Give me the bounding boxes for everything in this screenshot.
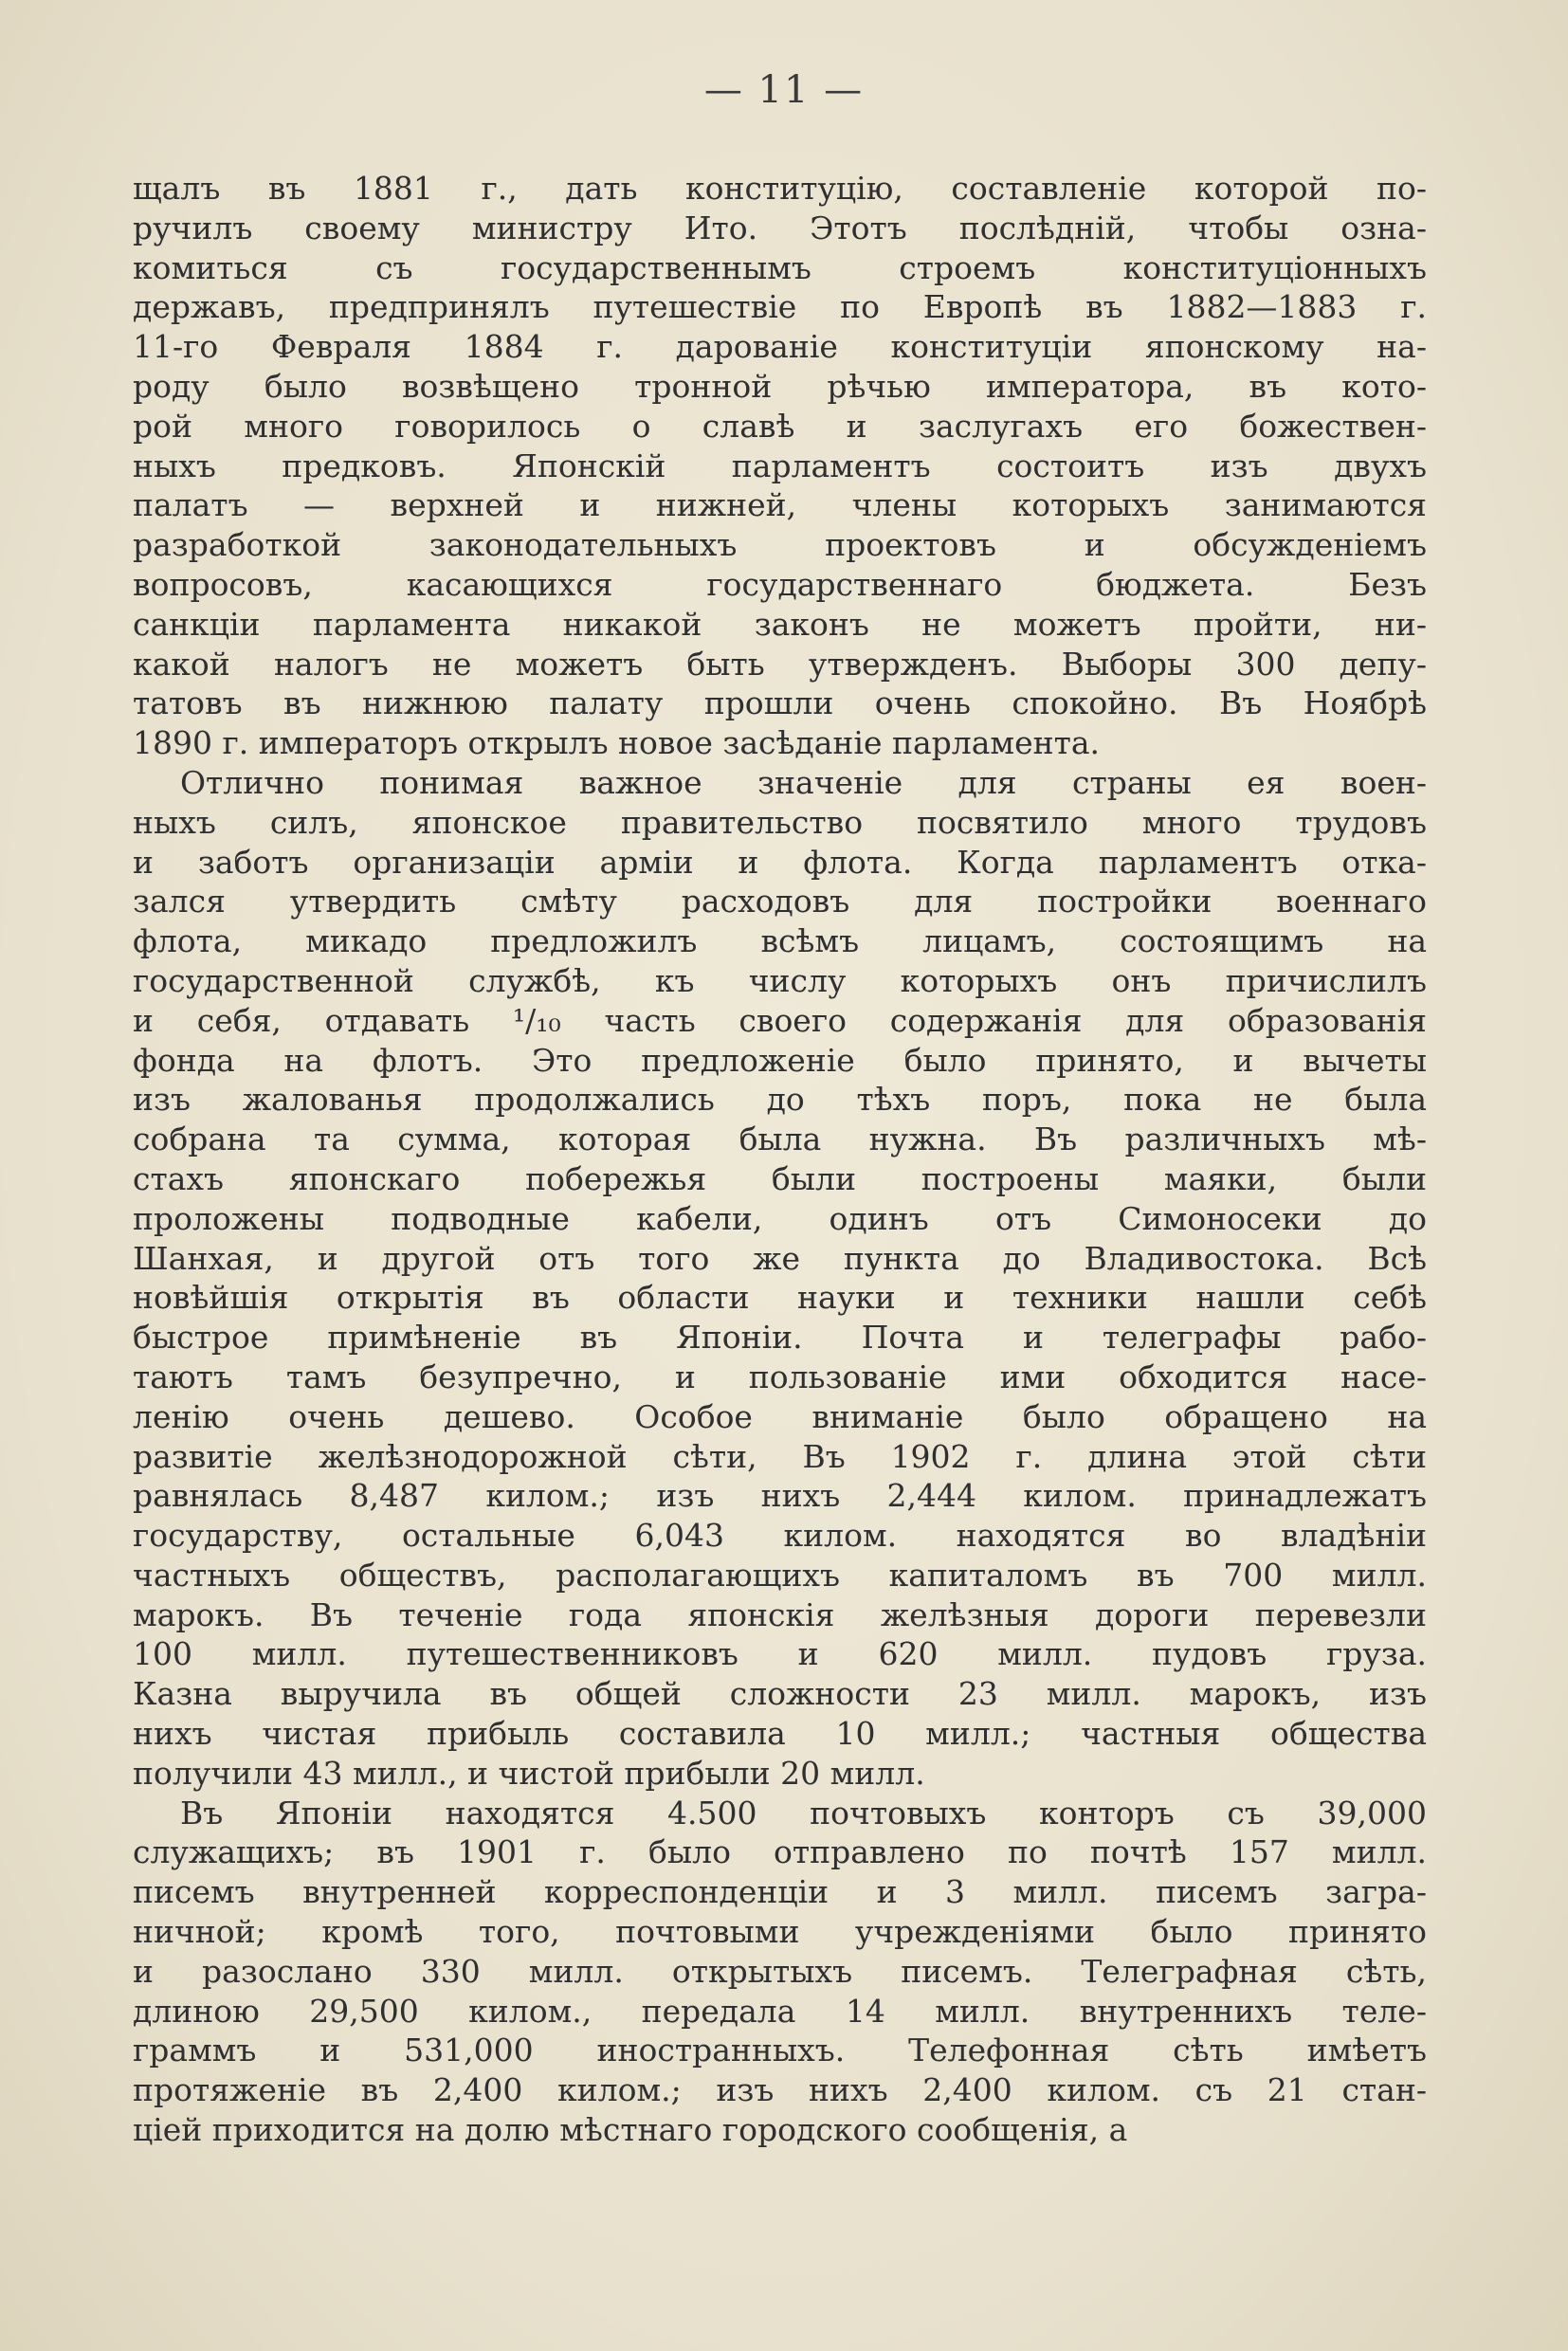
text-line: стахъ японскаго побережья были построены маяки, были [133, 1159, 1427, 1197]
text-line: и разослано 330 милл. открытыхъ писемъ. Телеграфная сѣть, [133, 1952, 1427, 1990]
text-line: фонда на флотъ. Это предложеніе было принято, и вычеты [133, 1041, 1427, 1079]
text-line: Въ Японіи находятся 4.500 почтовыхъ конторъ съ 39,000 [180, 1794, 1427, 1832]
text-line: марокъ. Въ теченіе года японскія желѣзныя дороги перевезли [133, 1595, 1427, 1633]
text-line: новѣйшія открытія въ области науки и техники нашли себѣ [133, 1279, 1427, 1317]
text-line: татовъ въ нижнюю палату прошли очень спокойно. Въ Ноябрѣ [133, 684, 1427, 722]
text-line: Шанхая, и другой отъ того же пункта до Владивостока. Всѣ [133, 1239, 1427, 1277]
text-line: собрана та сумма, которая была нужна. Въ различныхъ мѣ- [133, 1121, 1427, 1158]
text-line: Казна выручила въ общей сложности 23 милл. марокъ, изъ [133, 1675, 1427, 1713]
text-line: 1890 г. императоръ открылъ новое засѣданіе парламента. [133, 724, 1101, 762]
text-line: палатъ — верхней и нижней, члены которыхъ занимаются [133, 486, 1427, 524]
text-line: флота, микадо предложилъ всѣмъ лицамъ, состоящимъ на [133, 922, 1427, 960]
text-line: 100 милл. путешественниковъ и 620 милл. пудовъ груза. [133, 1635, 1427, 1673]
text-line: государству, остальные 6,043 килом. находятся во владѣніи [133, 1517, 1427, 1555]
text-line: ленію очень дешево. Особое вниманіе было обращено на [133, 1397, 1427, 1435]
text-line: ручилъ своему министру Ито. Этотъ послѣдній, чтобы озна- [133, 209, 1427, 246]
text-line: комиться съ государственнымъ строемъ конституціонныхъ [133, 248, 1427, 286]
text-line: вопросовъ, касающихся государственнаго бюджета. Безъ [133, 565, 1427, 603]
body-text [133, 169, 1427, 2150]
page-number: — 11 — [703, 68, 865, 112]
text-line: получили 43 милл., и чистой прибыли 20 милл. [133, 1754, 925, 1792]
text-line: служащихъ; въ 1901 г. было отправлено по почтѣ 157 милл. [133, 1833, 1427, 1871]
text-line: государственной службѣ, къ числу которыхъ онъ причислилъ [133, 961, 1427, 999]
text-line: какой налогъ не можетъ быть утвержденъ. Выборы 300 депу- [133, 645, 1427, 683]
text-line: и себя, отдавать ¹/₁₀ часть своего содержанія для образованія [133, 1001, 1427, 1039]
text-line: ціей приходится на долю мѣстнаго городского сообщенія, а [133, 2111, 1128, 2149]
paragraph [133, 1794, 1427, 2150]
text-line: таютъ тамъ безупречно, и пользованіе ими обходится насе- [133, 1358, 1427, 1395]
text-line: писемъ внутренней корреспонденціи и 3 милл. писемъ загра- [133, 1873, 1427, 1911]
text-line: ничной; кромѣ того, почтовыми учрежденіями было принято [133, 1913, 1427, 1951]
text-line: рой много говорилось о славѣ и заслугахъ его божествен- [133, 407, 1427, 445]
text-line: ныхъ силъ, японское правительство посвятило много трудовъ [133, 803, 1427, 841]
text-line: зался утвердить смѣту расходовъ для постройки военнаго [133, 883, 1427, 920]
text-line: частныхъ обществъ, располагающихъ капиталомъ въ 700 милл. [133, 1556, 1427, 1594]
text-line: протяженіе въ 2,400 килом.; изъ нихъ 2,400 килом. съ 21 стан- [133, 2071, 1427, 2109]
text-line: Отлично понимая важное значеніе для страны ея воен- [180, 763, 1427, 801]
text-line: державъ, предпринялъ путешествіе по Европѣ въ 1882—1883 г. [133, 288, 1427, 326]
text-line: равнялась 8,487 килом.; изъ нихъ 2,444 килом. принадлежатъ [133, 1477, 1427, 1515]
text-line: нихъ чистая прибыль составила 10 милл.; частныя общества [133, 1715, 1427, 1753]
text-line: 11-го Февраля 1884 г. дарованіе конституціи японскому на- [133, 328, 1427, 366]
text-line: разработкой законодательныхъ проектовъ и обсужденіемъ [133, 526, 1427, 564]
text-line: граммъ и 531,000 иностранныхъ. Телефонная сѣть имѣетъ [133, 2032, 1427, 2069]
text-line: и заботъ организаціи арміи и флота. Когда парламентъ отка- [133, 843, 1427, 881]
text-line: проложены подводные кабели, одинъ отъ Симоносеки до [133, 1199, 1427, 1237]
paragraph [133, 169, 1427, 763]
text-line: роду было возвѣщено тронной рѣчью императора, въ кото- [133, 367, 1427, 405]
text-line: быстрое примѣненіе въ Японіи. Почта и телеграфы рабо- [133, 1319, 1427, 1357]
text-line: изъ жалованья продолжались до тѣхъ поръ, пока не была [133, 1081, 1427, 1119]
paragraph [133, 763, 1427, 1794]
text-line: ныхъ предковъ. Японскій парламентъ состоитъ изъ двухъ [133, 447, 1427, 484]
text-line: санкціи парламента никакой законъ не можетъ пройти, ни- [133, 605, 1427, 643]
text-line: развитіе желѣзнодорожной сѣти, Въ 1902 г. длина этой сѣти [133, 1437, 1427, 1475]
text-line: щалъ въ 1881 г., дать конституцію, составленіе которой по- [133, 170, 1427, 207]
text-line: длиною 29,500 килом., передала 14 милл. внутреннихъ теле- [133, 1992, 1427, 2030]
